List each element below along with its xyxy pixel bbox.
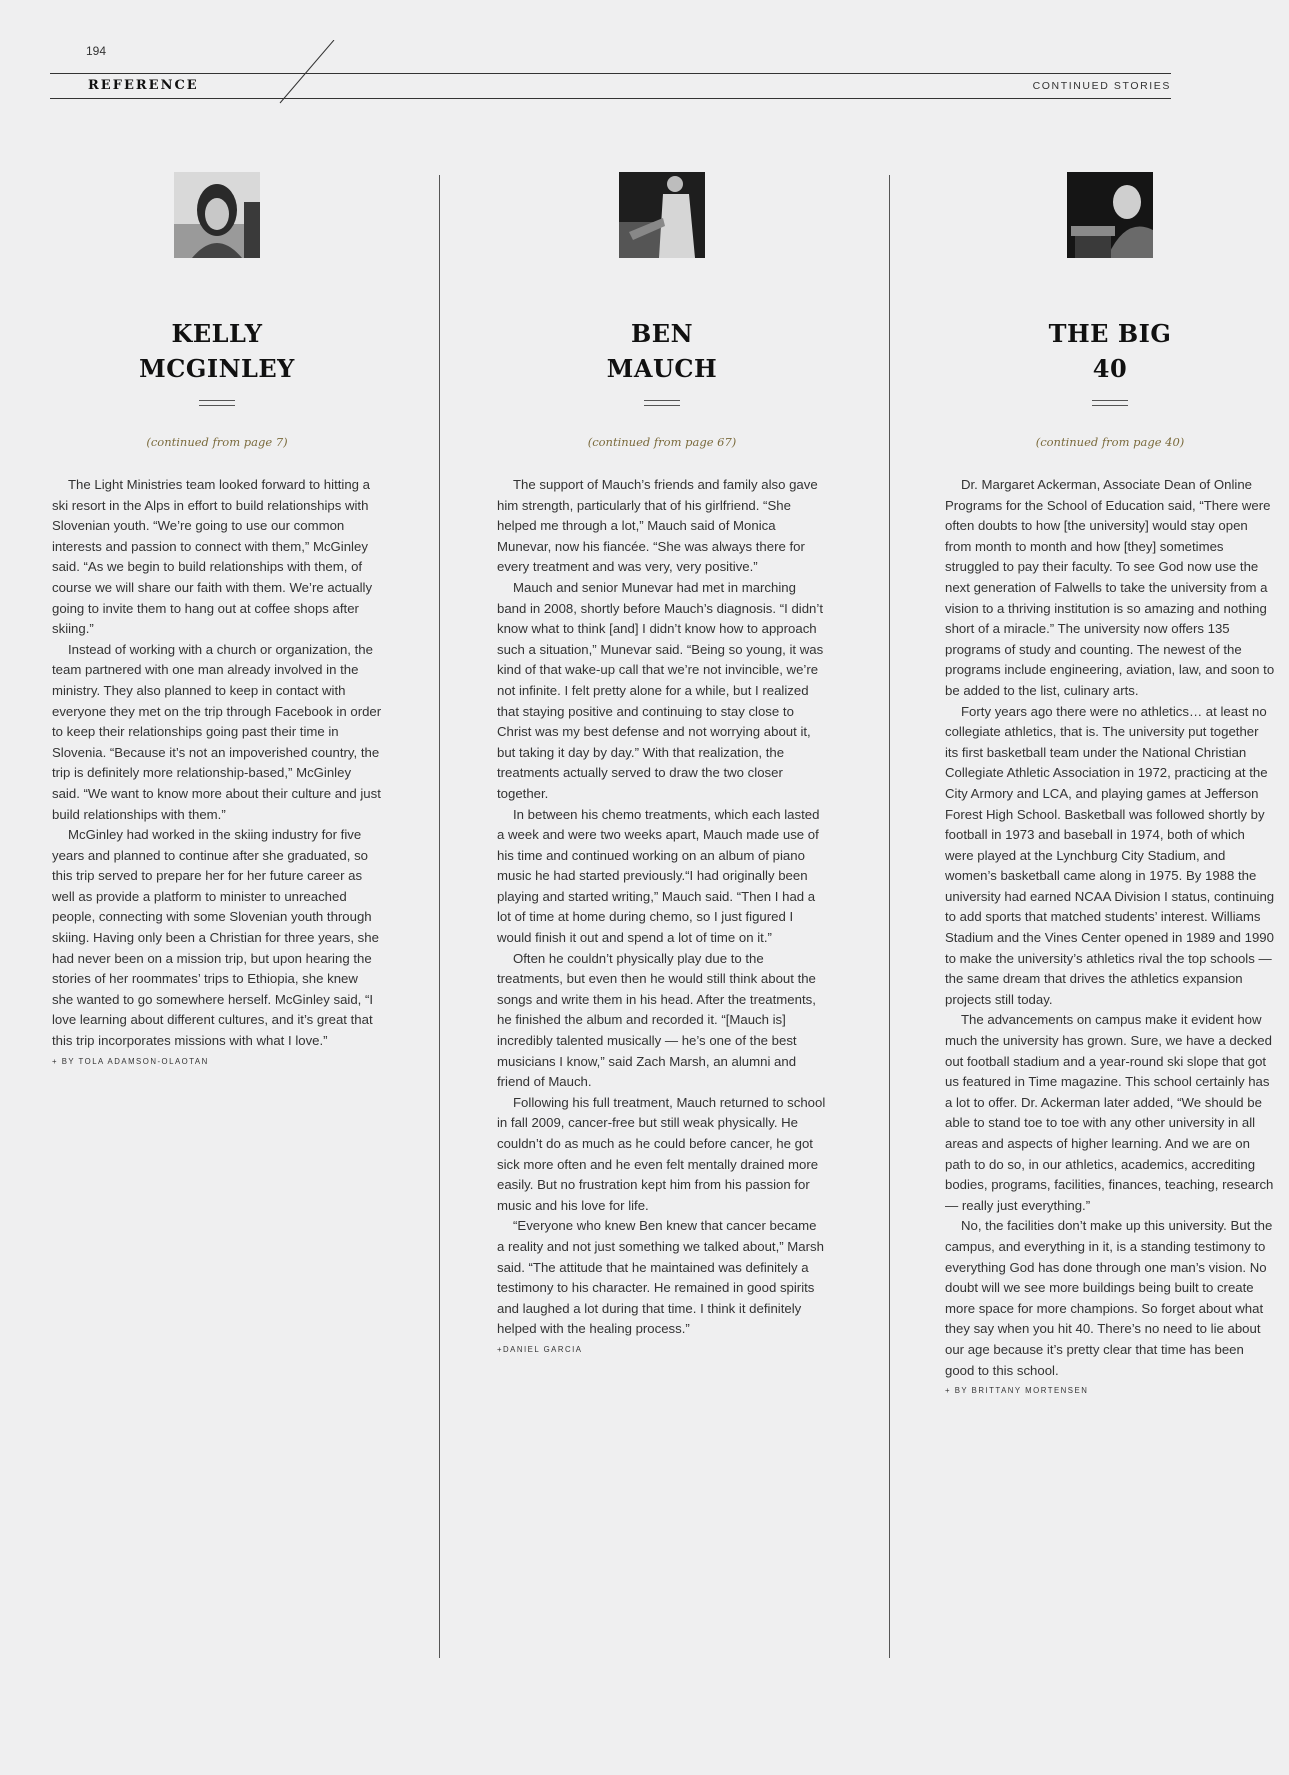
section-label: REFERENCE xyxy=(88,78,199,93)
ben-mauch-photo xyxy=(619,172,705,258)
paragraph: McGinley had worked in the skiing industry for five years and planned to continue after she graduated, so this trip served to prepare her for her future career as well as provide a platform to minister to unreached people, connecting with some Slovenian youth through skiing. Having only been a Christian for three years, she had never been on a mission trip, but upon hearing the stories of her roommates’ trips to Ethiopia, she knew she wanted to go somewhere herself. McGinley said, “I love learning about different cultures, and it’s great that this trip incorporates missions with what I love.” xyxy=(52,827,379,1049)
paragraph: The support of Mauch’s friends and family also gave him strength, particularly that of his girlfriend. “She helped me through a lot,” Mauch said of Monica Munevar, now his fiancée. “She was always there for every treatment and was very, very positive.” xyxy=(497,477,818,575)
double-rule xyxy=(644,400,680,406)
story-headline: THE BIG 40 xyxy=(1048,319,1172,383)
story-column-kelly-mcginley xyxy=(52,172,382,1072)
continued-from-note: (continued from page 67) xyxy=(587,435,737,449)
paragraph: Often he couldn’t physically play due to the treatments, but even then he would still think about the songs and write them in his head. After the treatments, he finished the album and recorded it. “[Mauch is] incredibly talented musically — he’s one of the best musicians I know,” said Zach Marsh, an alumni and friend of Mauch. xyxy=(497,950,816,1090)
story-column-the-big-40 xyxy=(945,172,1275,1402)
story-body xyxy=(52,475,382,1072)
paragraph: Mauch and senior Munevar had met in marching band in 2008, shortly before Mauch’s diagnosis. “I didn’t know what to think [and] I didn’t know how to approach such a situation,” Munevar said. “Being so young, it was kind of that wake-up call that we’re not invincible, we’re not infinite. I felt pretty alone for a while, but I realized that staying positive and continuing to stay close to Christ was my best defense and not worrying about it, but taking it day by day.” With that realization, the treatments actually served to draw the two closer together. xyxy=(497,579,824,801)
double-rule xyxy=(1092,400,1128,406)
byline: + BY BRITTANY MORTENSEN xyxy=(945,1386,1089,1396)
byline: + BY TOLA ADAMSON-OLAOTAN xyxy=(52,1056,209,1066)
header-rule-bottom xyxy=(50,98,1171,99)
paragraph: No, the facilities don’t make up this university. But the campus, and everything in it, is a standing testimony to everything God has done through one man’s vision. No doubt will we see more buildings being built to create more space for more champions. So forget about what they say when you hit 40. There’s no need to lie about our age because it’s pretty clear that time has been good to this school. xyxy=(945,1218,1273,1378)
paragraph: In between his chemo treatments, which each lasted a week and were two weeks apart, Mauch made use of his time and continued working on an album of piano music he had started previously.“I had originally been playing and started writing,” Mauch said. “Then I had a lot of time at home during chemo, so I just figured I would finish it out and spend a lot of time on it.” xyxy=(497,806,820,946)
story-body xyxy=(945,475,1275,1402)
paragraph: Following his full treatment, Mauch returned to school in fall 2009, cancer-free but still weak physically. He couldn’t do as much as he could before cancer, he got sick more often and he even felt mentally drained more easily. But no frustration kept him from his passion for music and his love for life. xyxy=(497,1094,826,1213)
kelly-mcginley-photo xyxy=(174,172,260,258)
double-rule xyxy=(199,400,235,406)
column-divider-1 xyxy=(439,175,440,1658)
paragraph: The advancements on campus make it evident how much the university has grown. Sure, we have a decked out football stadium and a year-round ski slope that got us featured in Time magazine. This school certainly has a lot to offer. Dr. Ackerman later added, “We should be able to stand toe to toe with any other university in all areas and aspects of higher learning. And we are on path to do so, in our athletics, academics, accrediting bodies, programs, facilities, finances, teaching, research — really just everything.” xyxy=(945,1012,1274,1213)
story-headline: BEN MAUCH xyxy=(606,319,718,383)
paragraph: Instead of working with a church or organization, the team partnered with one man already involved in the ministry. They also planned to keep in contact with everyone they met on the trip through Facebook in order to keep their relationships going past their time in Slovenia. “Because it’s not an impoverished country, the trip is definitely more relationship-based,” McGinley said. “We want to know more about their culture and just build relationships with them.” xyxy=(52,641,382,822)
story-headline: KELLY MCGINLEY xyxy=(139,319,295,383)
the-big-40-photo xyxy=(1067,172,1153,258)
page-number: 194 xyxy=(86,44,107,58)
continued-from-note: (continued from page 7) xyxy=(146,435,288,449)
paragraph: The Light Ministries team looked forward to hitting a ski resort in the Alps in effort to build relationships with Slovenian youth. “We’re going to use our common interests and passion to connect with them,” McGinley said. “As we begin to build relationships with them, of course we will share our faith with them. We’re actually going to invite them to hang out at coffee shops after skiing.” xyxy=(52,477,373,637)
byline: +DANIEL GARCIA xyxy=(497,1344,583,1354)
paragraph: “Everyone who knew Ben knew that cancer became a reality and not just something we talked about,” Marsh said. “The attitude that he maintained was definitely a testimony to his character. He remained in good spirits and laughed a lot during that time. I think it definitely helped with the healing process.” xyxy=(497,1218,824,1337)
header-slash xyxy=(276,40,356,105)
paragraph: Dr. Margaret Ackerman, Associate Dean of Online Programs for the School of Education said, “There were often doubts to how [the university] would stay open from month to month and how [they] sometimes struggled to pay their faculty. To see God now use the next generation of Falwells to take the university from a vision to a thriving institution is so amazing and nothing short of a miracle.” The university now offers 135 programs of study and counting. The newest of the programs include engineering, aviation, law, and soon to be added to the list, culinary arts. xyxy=(945,477,1275,698)
continued-from-note: (continued from page 40) xyxy=(1035,435,1185,449)
story-column-ben-mauch xyxy=(497,172,827,1361)
paragraph: Forty years ago there were no athletics… at least no collegiate athletics, that is. The university put together its first basketball team under the National Christian Collegiate Athletic Association in 1972, practicing at the City Armory and LCA, and playing games at Jefferson Forest High School. Basketball was followed shortly by football in 1973 and baseball in 1974, both of which were played at the Lynchburg City Stadium, and women’s basketball came along in 1975. By 1988 the university had earned NCAA Division I status, continuing to add sports that matched students’ interest. Williams Stadium and the Vines Center opened in 1989 and 1990 to make the university’s athletics rival the top schools — the same dream that drives the athletics expansion projects still today. xyxy=(945,703,1275,1007)
continued-stories-label: CONTINUED STORIES xyxy=(1032,80,1171,92)
story-body xyxy=(497,475,827,1361)
column-divider-2 xyxy=(889,175,890,1658)
header-rule-top xyxy=(50,73,1171,74)
